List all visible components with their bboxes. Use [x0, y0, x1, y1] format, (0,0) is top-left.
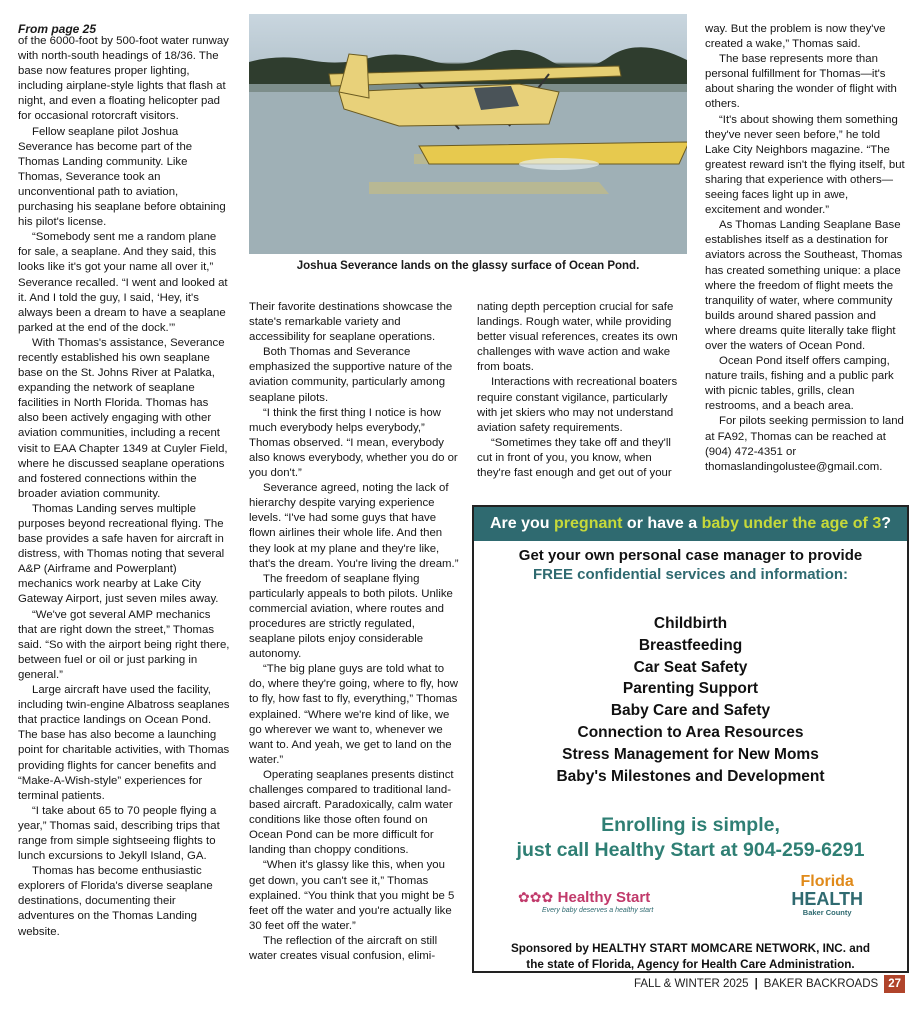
- ad-banner-text: Are you: [490, 515, 555, 532]
- article-column-3: [477, 300, 682, 496]
- paragraph: “Sometimes they take off and they'll cut in front of you, you know, when they're fast enough and get out of your: [477, 436, 672, 480]
- page-number: 27: [884, 975, 905, 993]
- paragraph: Both Thomas and Severance emphasized the supportive nature of the aviation community, particularly among seaplane pilots.: [249, 346, 453, 404]
- paragraph: “I think the first thing I notice is how much everybody helps everybody,” Thomas observed. “I mean, everybody also knows everybody, whether you do or you don't.”: [249, 406, 458, 480]
- photo-caption: Joshua Severance lands on the glassy surface of Ocean Pond.: [296, 260, 640, 272]
- paragraph: “I take about 65 to 70 people flying a year,” Thomas said, describing trips that range from simple sightseeing flights to lunch excursions to Jekyll Island, GA.: [18, 804, 220, 863]
- ad-banner: [474, 507, 907, 541]
- healthy-start-logo-name: Healthy Start: [557, 889, 651, 907]
- ad-banner-text: ?: [881, 515, 891, 532]
- ad-sponsor-text: [474, 941, 907, 973]
- flower-icon: ✿✿✿: [518, 889, 554, 906]
- paragraph: Severance agreed, noting the lack of hierarchy despite varying experience levels. “I've had some guys that have flown airlines their whole life. And then they look at my plane and they're like, that's the dream. You're living the dream.”: [249, 482, 459, 570]
- paragraph: Ocean Pond itself offers camping, nature trails, fishing and a public park with picnic tables, grills, clean restrooms, and a beach area.: [705, 355, 894, 413]
- ad-subheading-free: FREE confidential services and information:: [532, 566, 849, 583]
- service-item: Childbirth: [653, 615, 728, 632]
- cta-line: Enrolling is simple,: [601, 814, 780, 837]
- paragraph: Operating seaplanes presents distinct challenges compared to traditional land-based aircraft. Paradoxically, calm water conditions like those often found on Ocean Pond can be more difficult for landing than choppy conditions.: [249, 768, 454, 857]
- issue-label: FALL & WINTER 2025: [633, 978, 749, 990]
- ad-banner-highlight: baby under the age of 3: [701, 515, 882, 532]
- ad-subheading: Get your own personal case manager to provide: [518, 547, 863, 564]
- services-list: [474, 613, 907, 787]
- paragraph: Fellow seaplane pilot Joshua Severance has become part of the Thomas Landing community. Like Thomas, Severance took an unconventional path to aviation, purchasing his seaplane before obtaining his pilot's license.: [18, 125, 226, 229]
- paragraph: Interactions with recreational boaters require constant vigilance, particularly with jet skiers who may not understand aviation safety requirements.: [477, 376, 678, 434]
- paragraph: The reflection of the aircraft on still water creates visual confusion, elimi-: [249, 934, 438, 963]
- service-item: Baby Care and Safety: [610, 702, 771, 720]
- ad-banner-highlight: pregnant: [554, 515, 623, 532]
- enroll-call-to-action: [474, 813, 907, 863]
- paragraph: “It's about showing them something they've never seen before,” he told Lake City Neighbors magazine. “The greatest reward isn't the flying itself, but sharing that experience with others—seeing faces light up in awe, excitement and wonder.”: [705, 113, 905, 217]
- magazine-name: BAKER BACKROADS: [763, 978, 879, 990]
- service-item: Baby's Milestones and Development: [556, 767, 825, 785]
- article-column-4: [705, 22, 905, 492]
- healthy-start-logo-tagline: Every baby deserves a healthy start: [542, 907, 654, 915]
- healthy-start-advertisement: [472, 505, 909, 973]
- florida-health-logo: [791, 873, 863, 917]
- paragraph: “The big plane guys are told what to do, where they're going, where to fly, how to fly, how fast to fly, everything,” Thomas explained. “Where we're kind of like, we go wherever we want to, whenever we want to. And yeah, we get to land on the water.”: [249, 663, 459, 766]
- healthy-start-logo: [518, 889, 653, 914]
- article-column-1: [18, 34, 231, 988]
- paragraph: Thomas has become enthusiastic explorers of Florida's diverse seaplane destinations, documenting their adventures on the Thomas Landing website.: [18, 865, 213, 938]
- paragraph: Thomas Landing serves multiple purposes beyond recreational flying. The base provides a safe haven for aircraft in distress, with Thomas noting that several A&P (Airframe and Powerplant) mechanics work nearby at Lake City Gateway Airport, just seven miles away.: [18, 502, 225, 606]
- ad-banner-text: or have a: [622, 515, 702, 532]
- paragraph: of the 6000-foot by 500-foot water runway with north-south headings of 18/36. The base now features proper lighting, including airplane-style lights that flash at night, and even a floating helicopter pad for occasional rotorcraft visitors.: [18, 35, 229, 123]
- ad-logos: [474, 869, 907, 933]
- continued-from-label: From page 25: [18, 22, 97, 36]
- cta-phone-line: just call Healthy Start at 904-259-6291: [516, 839, 865, 862]
- paragraph: “Somebody sent me a random plane for sale, a seaplane. And they said, this looks like it's got your name all over it,” Severance recalled. “I went and looked at it. And I told the guy, I said, ‘Hey, it's always been a dream to have a seaplane parked at the end of the dock.’”: [18, 231, 228, 334]
- paragraph: With Thomas's assistance, Severance recently established his own seaplane base on the St. Johns River at Palatka, expanding the network of seaplane facilities in North Florida. Thomas has also been actively engaging with other aviation communities, including a recent visit to EAA Chapter 1349 at Cuyler Field, where he discussed seaplane operations and fostered connections within the broader aviation community.: [18, 336, 228, 500]
- paragraph: For pilots seeking permission to land at FA92, Thomas can be reached at (904) 472-4351 or thomaslandingolustee@gmail.com.: [705, 415, 904, 473]
- paragraph: way. But the problem is now they've created a wake,” Thomas said.: [705, 23, 886, 51]
- service-item: Car Seat Safety: [633, 658, 748, 676]
- paragraph: As Thomas Landing Seaplane Base establishes itself as a destination for aviators across the Southeast, Thomas has created something unique: a place where the freedom of flight meets the tranquility of water, where community builds around shared passion and where dreams quite literally take flight over the waters of Ocean Pond.: [705, 219, 903, 352]
- footer-separator: |: [754, 978, 758, 990]
- service-item: Connection to Area Resources: [577, 723, 804, 741]
- paragraph: “We've got several AMP mechanics that are right down the street,” Thomas said. “So with the airport being right there, between fuel or oil or just parking in general.”: [18, 608, 230, 681]
- paragraph: Large aircraft have used the facility, including twin-engine Albatross seaplanes that practice landings on Ocean Pond. The base has also become a launching point for charitable activities, with Thomas providing flights for cancer benefits and “Make-A-Wish-style” experiences for terminal patients.: [18, 684, 230, 802]
- paragraph: The base represents more than personal fulfillment for Thomas—it's about sharing the wonder of flight with others.: [705, 53, 897, 111]
- sponsor-line: Sponsored by HEALTHY START MOMCARE NETWORK, INC. and: [510, 942, 871, 956]
- service-item: Parenting Support: [622, 680, 759, 698]
- sponsor-line: the state of Florida, Agency for Health Care Administration.: [526, 958, 855, 972]
- paragraph: The freedom of seaplane flying particularly appeals to both pilots. Unlike commercial aviation, where routes and procedures are strictly regulated, seaplane pilots enjoy considerable autonomy.: [249, 572, 453, 661]
- seaplane-illustration: [249, 14, 687, 254]
- county-logo-word: Baker County: [802, 908, 852, 918]
- health-logo-word: HEALTH: [791, 889, 863, 910]
- article-column-2: [249, 300, 462, 988]
- florida-logo-word: Florida: [800, 873, 854, 891]
- paragraph: nating depth perception crucial for safe landings. Rough water, while providing better visual references, creates its own challenges with wave action and wake from boats.: [477, 301, 678, 374]
- service-item: Breastfeeding: [638, 636, 743, 654]
- page-footer: [634, 975, 905, 993]
- seaplane-photo: [249, 14, 687, 254]
- paragraph: Their favorite destinations showcase the state's remarkable variety and accessibility for seaplane operations.: [249, 301, 453, 344]
- service-item: Stress Management for New Moms: [562, 745, 819, 763]
- paragraph: “When it's glassy like this, when you get down, you can't see it,” Thomas explained. “You think that you might be 5 feet off the water and you're actually like 30 feet off the water.”: [249, 859, 455, 932]
